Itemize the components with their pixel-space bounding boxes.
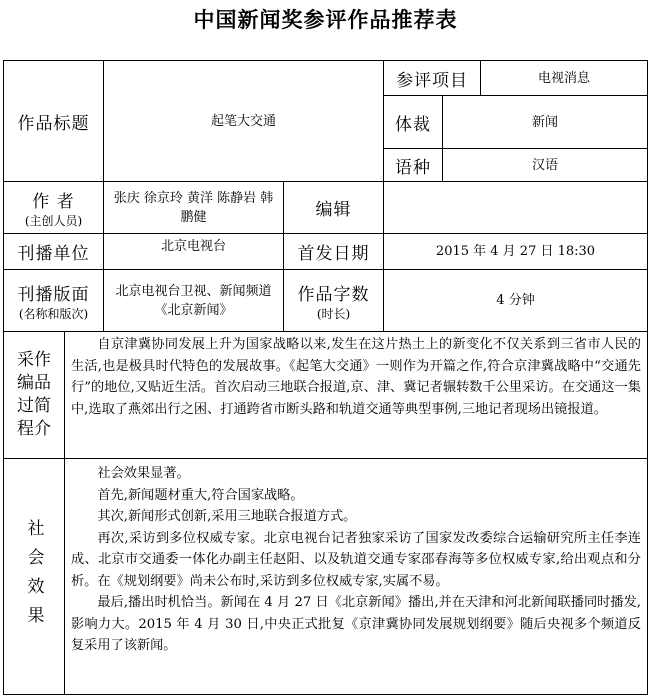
effect-paragraph: 再次,采访到多位权威专家。北京电视台记者独家采访了国家发改委综合运输研究所主任李连成、北京市交通委一体化办副主任赵阳、以及轨道交通专家邵春海等多位权威专家,给出观点和分析。在《规划纲要》尚未公布时,采访到多位权威专家,实属不易。 <box>71 530 641 589</box>
effect-label-text: 社会效果 <box>23 518 44 635</box>
work-title-value: 起笔大交通 <box>103 60 384 182</box>
editor-label: 编辑 <box>283 181 384 234</box>
work-title-label: 作品标题 <box>3 60 104 182</box>
effect-paragraph: 社会效果显著。 <box>97 466 190 481</box>
author-label-text: 作 者 <box>32 191 75 212</box>
process-label-text: 采作编品过简程介 <box>17 350 51 439</box>
author-label-sub: (主创人员) <box>24 213 83 228</box>
publisher-label: 刊播单位 <box>3 233 104 270</box>
length-label <box>283 269 384 332</box>
edition-label-sub: (名称和版次) <box>18 306 89 321</box>
category-value: 电视消息 <box>480 60 648 96</box>
genre-value: 新闻 <box>442 95 648 149</box>
edition-label-text: 刊播版面 <box>17 284 90 305</box>
edition-value: 北京电视台卫视、新闻频道《北京新闻》 <box>103 269 284 332</box>
process-paragraph: 自京津冀协同发展上升为国家战略以来,发生在这片热土上的新变化不仅关系到三省市人民的生活,也是极具时代特色的发展故事。《起笔大交通》一则作为开篇之作,符合京津冀战略中“交通先行”的地位,又贴近生活。首次启动三地联合报道,京、津、冀记者辗转数千公里采访。在交通这一集中,选取了燕郊出行之困、打通跨省市断头路和轨道交通等典型事例,三地记者现场出镜报道。 <box>71 337 641 417</box>
length-label-sub: (时长) <box>316 306 351 321</box>
effect-paragraph: 最后,播出时机恰当。新闻在 4 月 27 日《北京新闻》播出,并在天津和河北新闻联播同时播发,影响力大。2015 年 4 月 30 日,中央正式批复《京津冀协同发展规划纲要》随后央视多个频道反复采用了该新闻。 <box>71 595 641 653</box>
author-value: 张庆 徐京玲 黄洋 陈静岩 韩鹏健 <box>103 181 284 234</box>
first-date-label: 首发日期 <box>283 233 384 270</box>
effect-label <box>3 458 65 695</box>
language-value: 汉语 <box>442 148 648 182</box>
process-text <box>64 331 648 459</box>
length-label-text: 作品字数 <box>297 284 370 305</box>
genre-label: 体裁 <box>383 95 443 149</box>
category-label: 参评项目 <box>383 60 481 96</box>
editor-value <box>383 181 648 234</box>
effect-paragraph: 其次,新闻形式创新,采用三地联合报道方式。 <box>97 509 357 524</box>
publisher-value: 北京电视台 <box>103 233 284 270</box>
length-value: 4 分钟 <box>383 269 648 332</box>
author-label <box>3 181 104 234</box>
process-label <box>3 331 65 459</box>
effect-paragraph: 首先,新闻题材重大,符合国家战略。 <box>97 487 304 503</box>
first-date-value: 2015 年 4 月 27 日 18:30 <box>383 233 648 270</box>
edition-label <box>3 269 104 332</box>
effect-text <box>64 458 648 695</box>
form-title: 中国新闻奖参评作品推荐表 <box>193 7 458 32</box>
language-label: 语种 <box>383 148 443 182</box>
